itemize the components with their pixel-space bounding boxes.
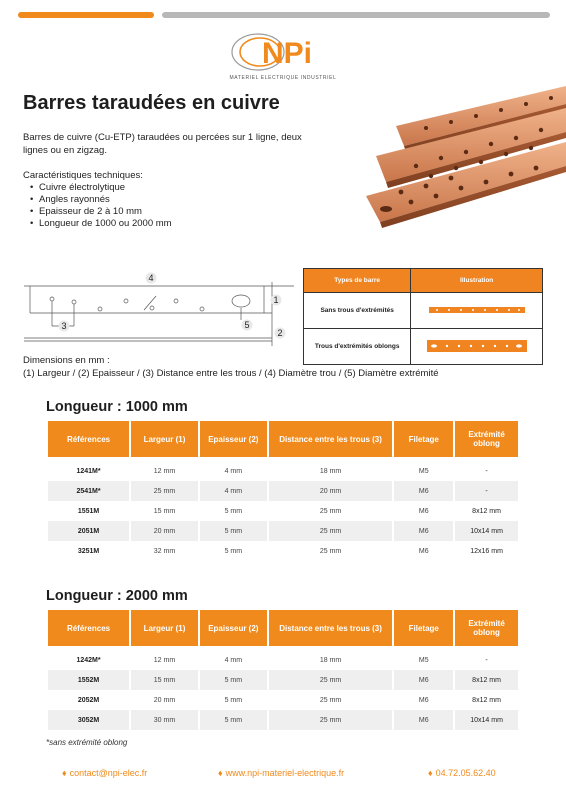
extremite-cell: - (455, 461, 518, 481)
extremite-cell: 8x12 mm (455, 690, 518, 710)
extremite-cell: - (455, 481, 518, 501)
largeur-cell: 12 mm (131, 461, 198, 481)
diagram-label-3: 3 (61, 321, 67, 331)
type-no-end-holes: Sans trous d'extrémités (304, 293, 411, 329)
reference-cell: 3052M (48, 710, 129, 730)
reference-cell: 2051M (48, 521, 129, 541)
table-row (48, 710, 518, 730)
epaisseur-cell: 5 mm (200, 501, 267, 521)
npi-logo (228, 28, 338, 82)
copper-bars-image (356, 86, 566, 236)
type-illustration (411, 293, 543, 329)
filetage-cell: M6 (394, 541, 453, 561)
largeur-cell: 20 mm (131, 521, 198, 541)
reference-cell: 1241M* (48, 461, 129, 481)
footer-phone[interactable] (428, 768, 496, 778)
reference-cell: 2541M* (48, 481, 129, 501)
col-references: Références (48, 421, 129, 457)
plain-bar-illustration (427, 303, 527, 317)
spec-item: • Angles rayonnés (30, 194, 172, 206)
table-2000mm (46, 610, 520, 730)
spec-item: • Longueur de 1000 ou 2000 mm (30, 218, 172, 230)
table-row (48, 461, 518, 481)
bar-types-table (303, 268, 543, 365)
logo-text: NPi (262, 37, 313, 70)
epaisseur-cell: 5 mm (200, 541, 267, 561)
distance-cell: 25 mm (269, 541, 393, 561)
col-distance: Distance entre les trous (3) (269, 421, 393, 457)
epaisseur-cell: 5 mm (200, 521, 267, 541)
epaisseur-cell: 5 mm (200, 670, 267, 690)
distance-cell: 25 mm (269, 710, 393, 730)
filetage-cell: M6 (394, 690, 453, 710)
diamond-icon: ♦ (62, 768, 67, 778)
table-row (48, 501, 518, 521)
specs-list (30, 182, 172, 230)
filetage-cell: M6 (394, 501, 453, 521)
section-title-1000: Longueur : 1000 mm (46, 399, 188, 415)
largeur-cell: 15 mm (131, 501, 198, 521)
col-references: Références (48, 610, 129, 646)
col-epaisseur: Epaisseur (2) (200, 610, 267, 646)
table-row (48, 670, 518, 690)
reference-cell: 1242M* (48, 650, 129, 670)
largeur-cell: 12 mm (131, 650, 198, 670)
types-header-illustration: Illustration (411, 269, 543, 293)
diagram-label-5: 5 (244, 320, 250, 330)
epaisseur-cell: 4 mm (200, 650, 267, 670)
distance-cell: 25 mm (269, 521, 393, 541)
phone-link[interactable]: 04.72.05.62.40 (435, 768, 496, 778)
epaisseur-cell: 4 mm (200, 481, 267, 501)
col-filetage: Filetage (394, 610, 453, 646)
page-title: Barres taraudées en cuivre (23, 92, 280, 114)
distance-cell: 18 mm (269, 461, 393, 481)
largeur-cell: 20 mm (131, 690, 198, 710)
col-epaisseur: Epaisseur (2) (200, 421, 267, 457)
distance-cell: 20 mm (269, 481, 393, 501)
intro-text: Barres de cuivre (Cu-ETP) taraudées ou percées sur 1 ligne, deux lignes ou en zigzag. (23, 132, 302, 156)
extremite-cell: 8x12 mm (455, 501, 518, 521)
dimensions-description: (1) Largeur / (2) Epaisseur / (3) Distance entre les trous / (4) Diamètre trou / (5) Diamètre extrémité (23, 367, 439, 379)
spec-item: • Epaisseur de 2 à 10 mm (30, 206, 172, 218)
filetage-cell: M6 (394, 481, 453, 501)
table-1000-body (48, 457, 518, 561)
col-largeur: Largeur (1) (131, 610, 198, 646)
distance-cell: 25 mm (269, 690, 393, 710)
largeur-cell: 30 mm (131, 710, 198, 730)
reference-cell: 2052M (48, 690, 129, 710)
section-title-2000: Longueur : 2000 mm (46, 588, 188, 604)
filetage-cell: M6 (394, 670, 453, 690)
extremite-cell: 8x12 mm (455, 670, 518, 690)
table-row (48, 650, 518, 670)
diamond-icon: ♦ (428, 768, 433, 778)
table-1000mm (46, 421, 520, 561)
bar-dimension-diagram (24, 270, 294, 348)
top-accent-bar (18, 12, 154, 18)
largeur-cell: 15 mm (131, 670, 198, 690)
col-extremite: Extrémité oblong (455, 421, 518, 457)
epaisseur-cell: 5 mm (200, 690, 267, 710)
col-distance: Distance entre les trous (3) (269, 610, 393, 646)
diagram-label-4: 4 (148, 273, 154, 283)
table-row (48, 521, 518, 541)
table-2000-body (48, 646, 518, 730)
distance-cell: 18 mm (269, 650, 393, 670)
logo-tagline: MATERIEL ELECTRIQUE INDUSTRIEL (229, 75, 337, 81)
col-filetage: Filetage (394, 421, 453, 457)
website-link[interactable]: www.npi-materiel-electrique.fr (225, 768, 345, 778)
filetage-cell: M5 (394, 650, 453, 670)
extremite-cell: - (455, 650, 518, 670)
dimensions-title: Dimensions en mm : (23, 355, 110, 366)
col-largeur: Largeur (1) (131, 421, 198, 457)
filetage-cell: M6 (394, 521, 453, 541)
diamond-icon: ♦ (218, 768, 223, 778)
distance-cell: 25 mm (269, 670, 393, 690)
filetage-cell: M5 (394, 461, 453, 481)
reference-cell: 1551M (48, 501, 129, 521)
largeur-cell: 32 mm (131, 541, 198, 561)
extremite-cell: 10x14 mm (455, 521, 518, 541)
specs-title: Caractéristiques techniques: (23, 170, 143, 181)
table-row (48, 481, 518, 501)
epaisseur-cell: 4 mm (200, 461, 267, 481)
epaisseur-cell: 5 mm (200, 710, 267, 730)
types-header-type: Types de barre (304, 269, 411, 293)
reference-cell: 3251M (48, 541, 129, 561)
largeur-cell: 25 mm (131, 481, 198, 501)
extremite-cell: 10x14 mm (455, 710, 518, 730)
footnote: *sans extrémité oblong (46, 738, 128, 747)
filetage-cell: M6 (394, 710, 453, 730)
table-row (48, 690, 518, 710)
spec-item: • Cuivre électrolytique (30, 182, 172, 194)
oblong-bar-illustration (425, 336, 529, 356)
footer-email[interactable] (62, 768, 147, 778)
reference-cell: 1552M (48, 670, 129, 690)
col-extremite: Extrémité oblong (455, 610, 518, 646)
email-link[interactable]: contact@npi-elec.fr (69, 768, 148, 778)
diagram-label-1: 1 (273, 295, 279, 305)
table-row (48, 541, 518, 561)
diagram-label-2: 2 (277, 328, 283, 338)
dimensions-legend (23, 355, 439, 380)
footer-website[interactable] (218, 768, 344, 778)
extremite-cell: 12x16 mm (455, 541, 518, 561)
distance-cell: 25 mm (269, 501, 393, 521)
top-grey-bar (162, 12, 550, 18)
type-oblong-end-holes: Trous d'extrémités oblongs (304, 329, 411, 365)
